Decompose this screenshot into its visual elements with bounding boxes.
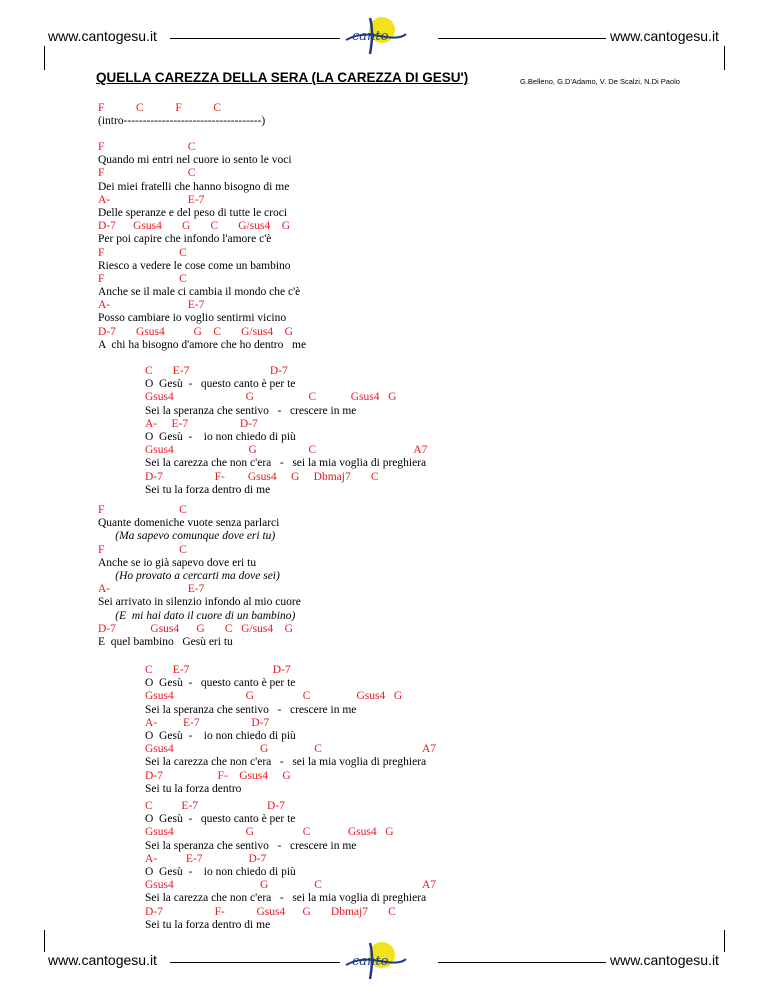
lyric-line: Sei la speranza che sentivo - crescere in me [145,703,357,716]
chord-line: D-7 Gsus4 G C G/sus4 G [98,325,293,338]
lyric-line: Sei tu la forza dentro di me [145,483,271,496]
lyric-line: O Gesù - questo canto è per te [145,378,296,391]
logo-icon [340,10,410,60]
song-title: QUELLA CAREZZA DELLA SERA (LA CAREZZA DI GESU') [96,70,469,85]
lyric-line: Sei la carezza che non c'era - sei la mia voglia di preghiera [145,892,427,905]
chorus-2 [145,664,436,796]
header-corner-left [44,46,45,70]
footer-corner-right [724,930,725,952]
echo-lyric-line: (Ma sapevo comunque dove eri tu) [98,530,276,543]
lyric-line: Quando mi entri nel cuore io sento le voci [98,154,292,167]
footer-site-link-left[interactable]: www.cantogesu.it [48,952,157,968]
lyric-line: A chi ha bisogno d'amore che ho dentro me [98,338,307,351]
header-rule-left [170,38,340,39]
lyric-line: Posso cambiare io voglio sentirmi vicino [98,312,287,325]
lyric-line: Dei miei fratelli che hanno bisogno di me [98,180,290,193]
chord-line: D-7 F- Gsus4 G Dbmaj7 C [145,905,396,918]
header-site-link-right[interactable]: www.cantogesu.it [610,28,719,44]
lyric-line: Per poi capire che infondo l'amore c'è [98,233,272,246]
lyric-line: Anche se io già sapevo dove eri tu [98,556,257,569]
chorus-1 [145,365,427,497]
svg-text:canto: canto [352,954,389,969]
lyric-line: (intro------------------------------------) [98,115,266,128]
chord-line: Gsus4 G C A7 [145,743,437,756]
lyric-line: O Gesù - io non chiedo di più [145,430,296,443]
chord-line: F C [98,543,187,556]
lyric-line: Sei la carezza che non c'era - sei la mia voglia di preghiera [145,756,427,769]
lyric-line: Sei la carezza che non c'era - sei la mia voglia di preghiera [145,457,427,470]
chord-line: C E-7 D-7 [145,365,288,377]
song-authors: G.Belleno, G.D'Adamo, V. De Scalzi, N.Di Paolo [520,77,680,86]
chord-line: Gsus4 G C Gsus4 G [145,826,394,839]
chord-line: F C [98,141,196,153]
chord-line: F C [98,246,187,259]
lyric-line: E quel bambino Gesù eri tu [98,635,233,648]
header-corner-right [724,46,725,70]
verse-2 [98,504,301,649]
footer-corner-left [44,930,45,952]
chord-line: A- E-7 [98,583,205,596]
chord-line: A- E-7 D-7 [145,852,267,865]
chord-line: Gsus4 G C A7 [145,444,428,457]
footer-logo-icon [340,935,410,985]
lyric-line: Sei tu la forza dentro di me [145,918,271,931]
chord-line: Gsus4 G C Gsus4 G [145,391,397,404]
echo-lyric-line: (Ho provato a cercarti ma dove sei) [98,569,280,582]
footer-site-link-right[interactable]: www.cantogesu.it [610,952,719,968]
lyric-line: Riesco a vedere le cose come un bambino [98,259,291,272]
lyric-line: Sei tu la forza dentro [145,782,242,795]
lyric-line: Quante domeniche vuote senza parlarci [98,517,280,530]
chord-line: D-7 Gsus4 G C G/sus4 G [98,622,293,635]
lyric-line: O Gesù - questo canto è per te [145,677,296,690]
chord-line: F C [98,272,187,285]
chorus-3 [145,800,436,932]
chord-line: Gsus4 G C Gsus4 G [145,690,403,703]
lyric-line: Anche se il male ci cambia il mondo che c'è [98,286,301,299]
lyric-line: O Gesù - io non chiedo di più [145,729,296,742]
lyric-line: Sei arrivato in silenzio infondo al mio cuore [98,596,301,609]
lyric-line: Delle speranze e del peso di tutte le croci [98,206,288,219]
chord-line: A- E-7 [98,299,205,312]
lyric-line: O Gesù - questo canto è per te [145,813,296,826]
chord-line: F C [98,504,187,516]
footer-rule-right [438,962,606,963]
chord-line: C E-7 D-7 [145,664,291,676]
chord-line: F C [98,167,196,180]
footer-rule-left [170,962,340,963]
chord-line: A- E-7 D-7 [145,417,258,430]
lyric-line: Sei la speranza che sentivo - crescere in me [145,404,357,417]
lyric-line: Sei la speranza che sentivo - crescere in me [145,839,357,852]
chord-line: Gsus4 G C A7 [145,879,437,892]
svg-text:canto: canto [352,29,389,44]
chord-line: A- E-7 D-7 [145,716,270,729]
chord-line: D-7 Gsus4 G C G/sus4 G [98,220,290,233]
chord-line: D-7 F- Gsus4 G Dbmaj7 C [145,470,379,483]
echo-lyric-line: (E mi hai dato il cuore di un bambino) [98,609,296,622]
intro-section [98,102,265,128]
chord-line: C E-7 D-7 [145,800,285,812]
chord-line: D-7 F- Gsus4 G [145,769,291,782]
verse-1 [98,141,306,352]
lyric-line: O Gesù - io non chiedo di più [145,865,296,878]
chord-line: A- E-7 [98,193,205,206]
chord-line: F C F C [98,102,222,114]
header-site-link-left[interactable]: www.cantogesu.it [48,28,157,44]
header-rule-right [438,38,606,39]
